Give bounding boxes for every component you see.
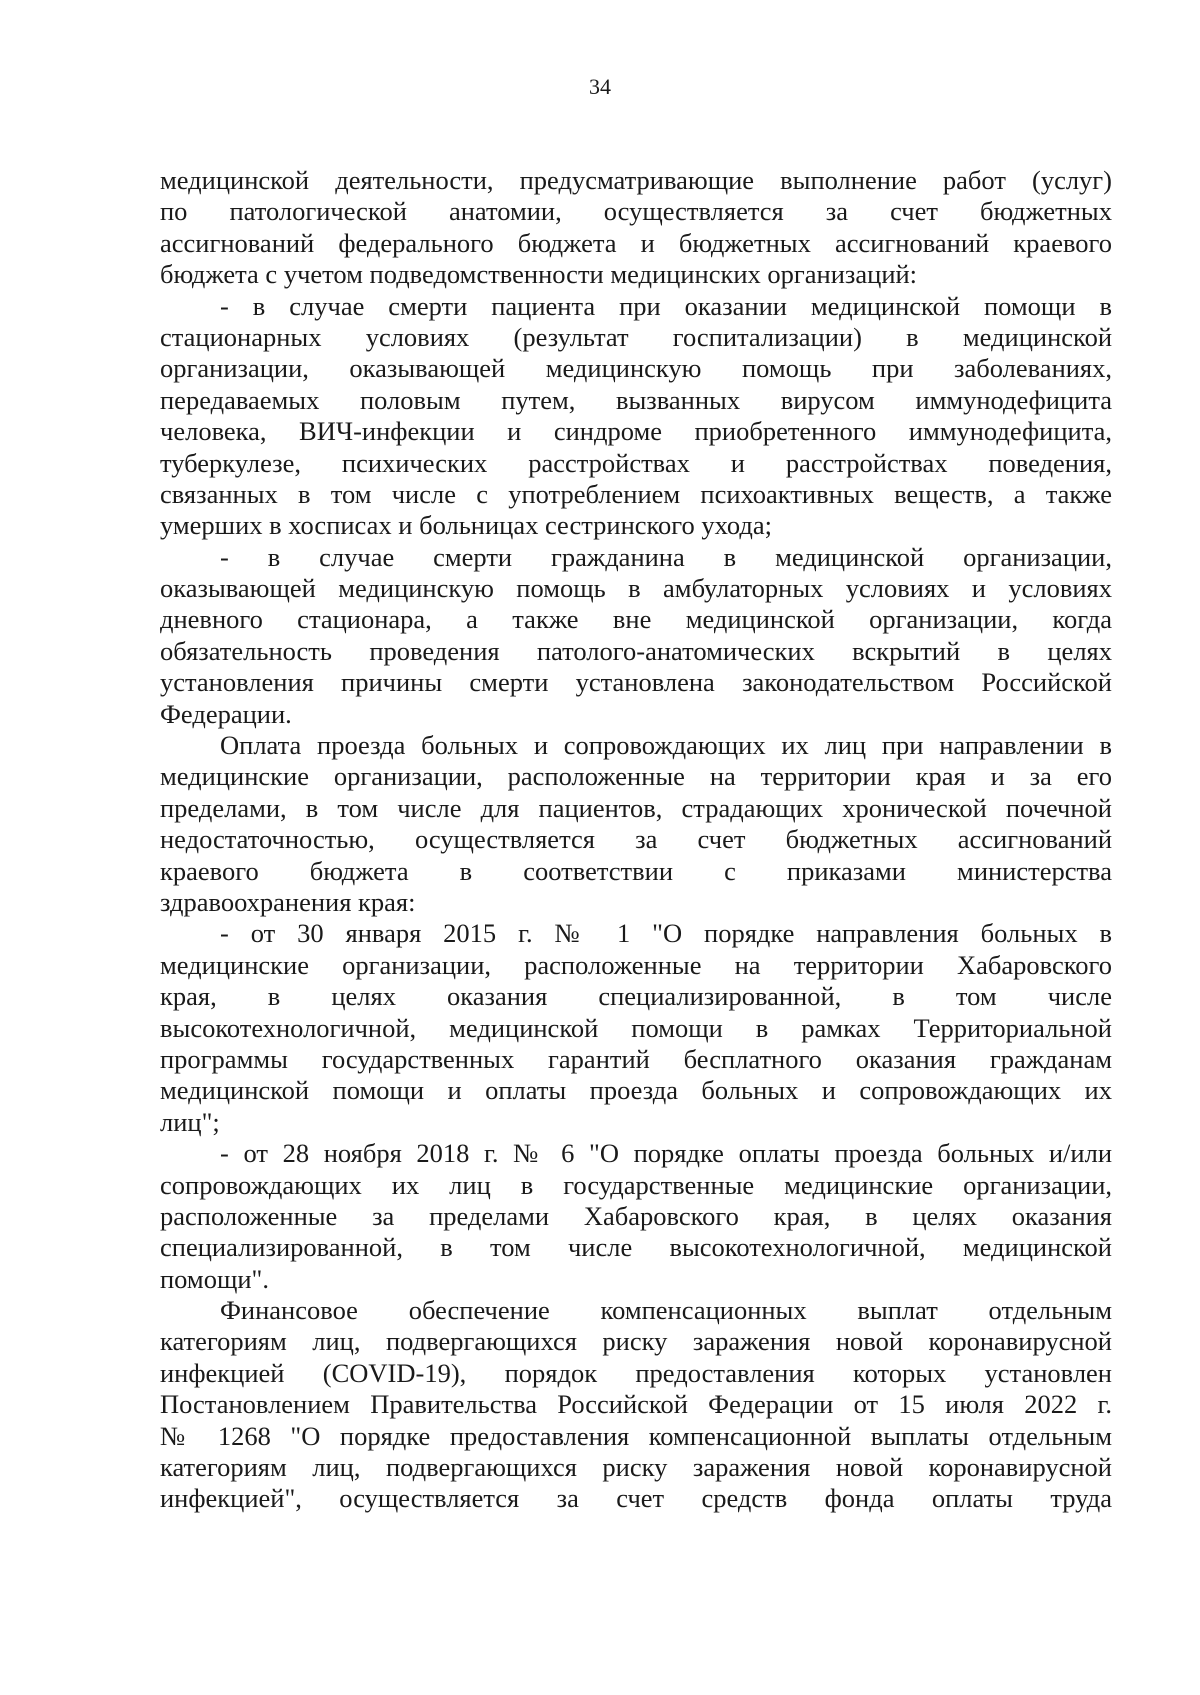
text-line: медицинские организации, расположенные на территории края и за его <box>160 761 1112 792</box>
text-line: медицинские организации, расположенные на территории Хабаровского <box>160 949 1112 980</box>
text-line: ассигнований федерального бюджета и бюджетных ассигнований краевого <box>160 227 1112 258</box>
text-line: умерших в хосписах и больницах сестринского ухода; <box>160 510 772 541</box>
text-line: сопровождающих их лиц в государственные медицинские организации, <box>160 1169 1112 1200</box>
text-line: края, в целях оказания специализированной, в том числе <box>160 981 1112 1012</box>
text-line: специализированной, в том числе высокотехнологичной, медицинской <box>160 1232 1112 1263</box>
text-line: по патологической анатомии, осуществляется за счет бюджетных <box>160 196 1112 227</box>
text-line: высокотехнологичной, медицинской помощи в рамках Территориальной <box>160 1012 1112 1043</box>
text-line: установления причины смерти установлена законодательством Российской <box>160 667 1112 698</box>
text-line: передаваемых половым путем, вызванных вирусом иммунодефицита <box>160 384 1112 415</box>
text-line: лиц"; <box>160 1106 220 1137</box>
text-line: инфекцией (COVID-19), порядок предоставления которых установлен <box>160 1357 1112 1388</box>
text-line: здравоохранения края: <box>160 886 416 917</box>
text-line: пределами, в том числе для пациентов, страдающих хронической почечной <box>160 792 1112 823</box>
text-line: - в случае смерти пациента при оказании медицинской помощи в <box>220 290 1112 321</box>
text-line: недостаточностью, осуществляется за счет бюджетных ассигнований <box>160 824 1112 855</box>
text-line: категориям лиц, подвергающихся риску заражения новой коронавирусной <box>160 1326 1112 1357</box>
text-line: организации, оказывающей медицинскую помощь при заболеваниях, <box>160 353 1112 384</box>
page-number: 34 <box>589 74 611 99</box>
text-line: обязательность проведения патолого-анатомических вскрытий в целях <box>160 635 1112 666</box>
text-line: Оплата проезда больных и сопровождающих их лиц при направлении в <box>220 730 1112 761</box>
text-line: дневного стационара, а также вне медицинской организации, когда <box>160 604 1112 635</box>
text-line: - от 30 января 2015 г. № 1 "О порядке направления больных в <box>220 918 1112 949</box>
text-line: связанных в том числе с употреблением психоактивных веществ, а также <box>160 478 1112 509</box>
text-line: бюджета с учетом подведомственности медицинских организаций: <box>160 259 918 290</box>
text-line: - от 28 ноября 2018 г. № 6 "О порядке оплаты проезда больных и/или <box>220 1138 1112 1169</box>
text-line: медицинской деятельности, предусматривающие выполнение работ (услуг) <box>160 165 1112 195</box>
text-line: расположенные за пределами Хабаровского края, в целях оказания <box>160 1200 1112 1231</box>
text-line: туберкулезе, психических расстройствах и расстройствах поведения, <box>160 447 1112 478</box>
text-line: инфекцией", осуществляется за счет средств фонда оплаты труда <box>160 1483 1112 1514</box>
text-line: краевого бюджета в соответствии с приказами министерства <box>160 855 1112 886</box>
text-line: Постановлением Правительства Российской Федерации от 15 июля 2022 г. <box>160 1389 1112 1420</box>
text-line: медицинской помощи и оплаты проезда больных и сопровождающих их <box>160 1075 1112 1106</box>
text-line: категориям лиц, подвергающихся риску заражения новой коронавирусной <box>160 1452 1112 1483</box>
text-line: человека, ВИЧ-инфекции и синдроме приобретенного иммунодефицита, <box>160 416 1112 447</box>
text-line: № 1268 "О порядке предоставления компенсационной выплаты отдельным <box>160 1420 1112 1451</box>
text-line: программы государственных гарантий бесплатного оказания гражданам <box>160 1043 1112 1074</box>
document-body <box>160 165 1112 1515</box>
text-line: стационарных условиях (результат госпитализации) в медицинской <box>160 321 1112 352</box>
text-line: Федерации. <box>160 698 292 729</box>
text-line: оказывающей медицинскую помощь в амбулаторных условиях и условиях <box>160 573 1112 604</box>
text-line: Финансовое обеспечение компенсационных выплат отдельным <box>220 1295 1112 1326</box>
text-line: - в случае смерти гражданина в медицинской организации, <box>220 541 1112 572</box>
text-line: помощи". <box>160 1263 269 1294</box>
